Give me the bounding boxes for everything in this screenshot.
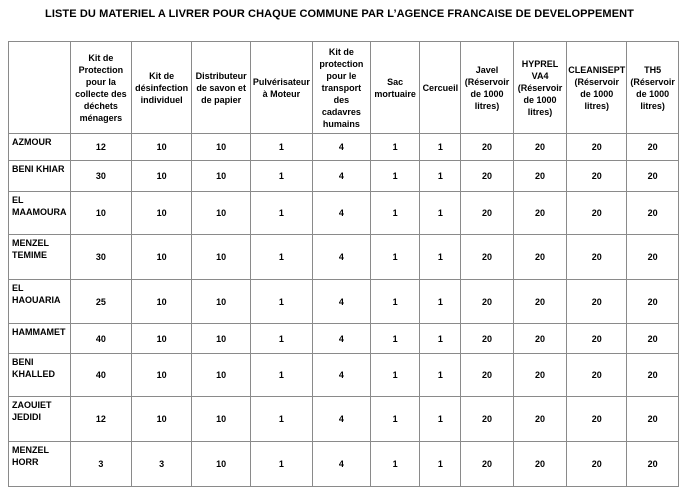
commune-name: BENI KHIAR: [9, 161, 71, 192]
table-cell: 1: [420, 397, 461, 442]
table-cell: 1: [420, 354, 461, 397]
table-cell: 20: [627, 354, 679, 397]
table-cell: 4: [312, 442, 370, 487]
table-cell: 20: [513, 280, 566, 324]
table-cell: 1: [250, 235, 312, 280]
table-cell: 20: [513, 192, 566, 235]
table-cell: 20: [627, 134, 679, 161]
column-header: Kit de désinfection individuel: [131, 42, 192, 134]
table-cell: 1: [370, 235, 420, 280]
table-cell: 1: [250, 161, 312, 192]
table-cell: 12: [70, 134, 131, 161]
table-cell: 20: [567, 161, 627, 192]
header-commune: [9, 42, 71, 134]
table-cell: 1: [250, 442, 312, 487]
table-cell: 20: [567, 442, 627, 487]
table-cell: 10: [131, 134, 192, 161]
table-cell: 4: [312, 280, 370, 324]
table-cell: 20: [627, 280, 679, 324]
commune-name: EL HAOUARIA: [9, 280, 71, 324]
table-cell: 1: [250, 397, 312, 442]
table-cell: 1: [250, 324, 312, 354]
table-row: [9, 235, 679, 280]
table-cell: 20: [461, 354, 514, 397]
table-cell: 12: [70, 397, 131, 442]
table-cell: 30: [70, 235, 131, 280]
document-title: LISTE DU MATERIEL A LIVRER POUR CHAQUE COMMUNE PAR L’AGENCE FRANCAISE DE DEVELOPPEMENT: [45, 8, 634, 20]
table-cell: 25: [70, 280, 131, 324]
commune-name: MENZEL HORR: [9, 442, 71, 487]
column-header: Distributeur de savon et de papier: [192, 42, 251, 134]
table-cell: 10: [192, 161, 251, 192]
table-row: [9, 280, 679, 324]
table-cell: 1: [420, 280, 461, 324]
commune-name: AZMOUR: [9, 134, 71, 161]
table-cell: 4: [312, 235, 370, 280]
table-cell: 4: [312, 397, 370, 442]
table-cell: 20: [513, 161, 566, 192]
table-cell: 20: [513, 134, 566, 161]
table-cell: 20: [627, 397, 679, 442]
table-cell: 1: [370, 161, 420, 192]
table-row: [9, 354, 679, 397]
materials-table: [8, 41, 679, 487]
table-cell: 20: [627, 442, 679, 487]
table-body: [9, 134, 679, 487]
table-cell: 20: [461, 324, 514, 354]
table-cell: 1: [250, 192, 312, 235]
column-header: TH5 (Réservoir de 1000 litres): [627, 42, 679, 134]
table-cell: 20: [461, 192, 514, 235]
table-row: [9, 442, 679, 487]
table-cell: 1: [420, 324, 461, 354]
table-cell: 10: [192, 442, 251, 487]
table-row: [9, 192, 679, 235]
table-cell: 20: [513, 235, 566, 280]
table-cell: 20: [461, 134, 514, 161]
commune-name: MENZEL TEMIME: [9, 235, 71, 280]
table-row: [9, 324, 679, 354]
table-cell: 1: [420, 442, 461, 487]
table-cell: 10: [131, 192, 192, 235]
table-cell: 20: [567, 354, 627, 397]
table-cell: 10: [192, 354, 251, 397]
table-cell: 3: [131, 442, 192, 487]
column-header: Javel (Réservoir de 1000 litres): [461, 42, 514, 134]
table-cell: 1: [250, 134, 312, 161]
column-header: Kit de protection pour le transport des cadavres humains: [312, 42, 370, 134]
header-row: [9, 42, 679, 134]
table-cell: 1: [370, 442, 420, 487]
commune-name: HAMMAMET: [9, 324, 71, 354]
table-cell: 10: [131, 161, 192, 192]
column-header: Pulvérisateur à Moteur: [250, 42, 312, 134]
table-cell: 4: [312, 134, 370, 161]
table-cell: 20: [513, 324, 566, 354]
table-cell: 1: [370, 324, 420, 354]
table-cell: 1: [370, 354, 420, 397]
table-cell: 30: [70, 161, 131, 192]
table-cell: 20: [567, 280, 627, 324]
table-cell: 20: [461, 161, 514, 192]
table-cell: 20: [627, 161, 679, 192]
table-cell: 1: [250, 280, 312, 324]
table-cell: 40: [70, 354, 131, 397]
table-cell: 1: [370, 134, 420, 161]
table-cell: 20: [461, 397, 514, 442]
table-cell: 1: [370, 192, 420, 235]
table-cell: 20: [513, 354, 566, 397]
column-header: Kit de Protection pour la collecte des déchets ménagers: [70, 42, 131, 134]
table-cell: 20: [627, 324, 679, 354]
commune-name: EL MAAMOURA: [9, 192, 71, 235]
table-cell: 4: [312, 192, 370, 235]
table-cell: 20: [567, 192, 627, 235]
table-cell: 4: [312, 354, 370, 397]
table-cell: 20: [567, 397, 627, 442]
table-cell: 20: [461, 235, 514, 280]
table-cell: 10: [192, 397, 251, 442]
table-cell: 10: [192, 235, 251, 280]
table-cell: 20: [627, 192, 679, 235]
table-cell: 1: [420, 235, 461, 280]
table-cell: 10: [192, 280, 251, 324]
commune-name: ZAOUIET JEDIDI: [9, 397, 71, 442]
table-cell: 20: [567, 134, 627, 161]
table-cell: 20: [567, 235, 627, 280]
table-row: [9, 161, 679, 192]
table-cell: 3: [70, 442, 131, 487]
table-cell: 20: [567, 324, 627, 354]
table-cell: 1: [420, 161, 461, 192]
table-cell: 1: [250, 354, 312, 397]
table-cell: 1: [420, 192, 461, 235]
table-row: [9, 134, 679, 161]
table-cell: 10: [192, 134, 251, 161]
column-header: CLEANISEPT (Réservoir de 1000 litres): [567, 42, 627, 134]
table-cell: 10: [70, 192, 131, 235]
table-cell: 40: [70, 324, 131, 354]
table-cell: 10: [192, 324, 251, 354]
table-cell: 1: [420, 134, 461, 161]
table-cell: 4: [312, 324, 370, 354]
table-cell: 10: [131, 397, 192, 442]
table-cell: 20: [461, 442, 514, 487]
table-row: [9, 397, 679, 442]
table-cell: 1: [370, 397, 420, 442]
table-cell: 1: [370, 280, 420, 324]
commune-name: BENI KHALLED: [9, 354, 71, 397]
table-cell: 10: [131, 354, 192, 397]
table-cell: 10: [131, 235, 192, 280]
table-cell: 20: [627, 235, 679, 280]
table-cell: 20: [513, 442, 566, 487]
column-header: Cercueil: [420, 42, 461, 134]
table-cell: 10: [131, 280, 192, 324]
table-cell: 20: [513, 397, 566, 442]
table-cell: 10: [131, 324, 192, 354]
table-cell: 20: [461, 280, 514, 324]
table-cell: 10: [192, 192, 251, 235]
table-cell: 4: [312, 161, 370, 192]
column-header: Sac mortuaire: [370, 42, 420, 134]
column-header: HYPREL VA4 (Réservoir de 1000 litres): [513, 42, 566, 134]
